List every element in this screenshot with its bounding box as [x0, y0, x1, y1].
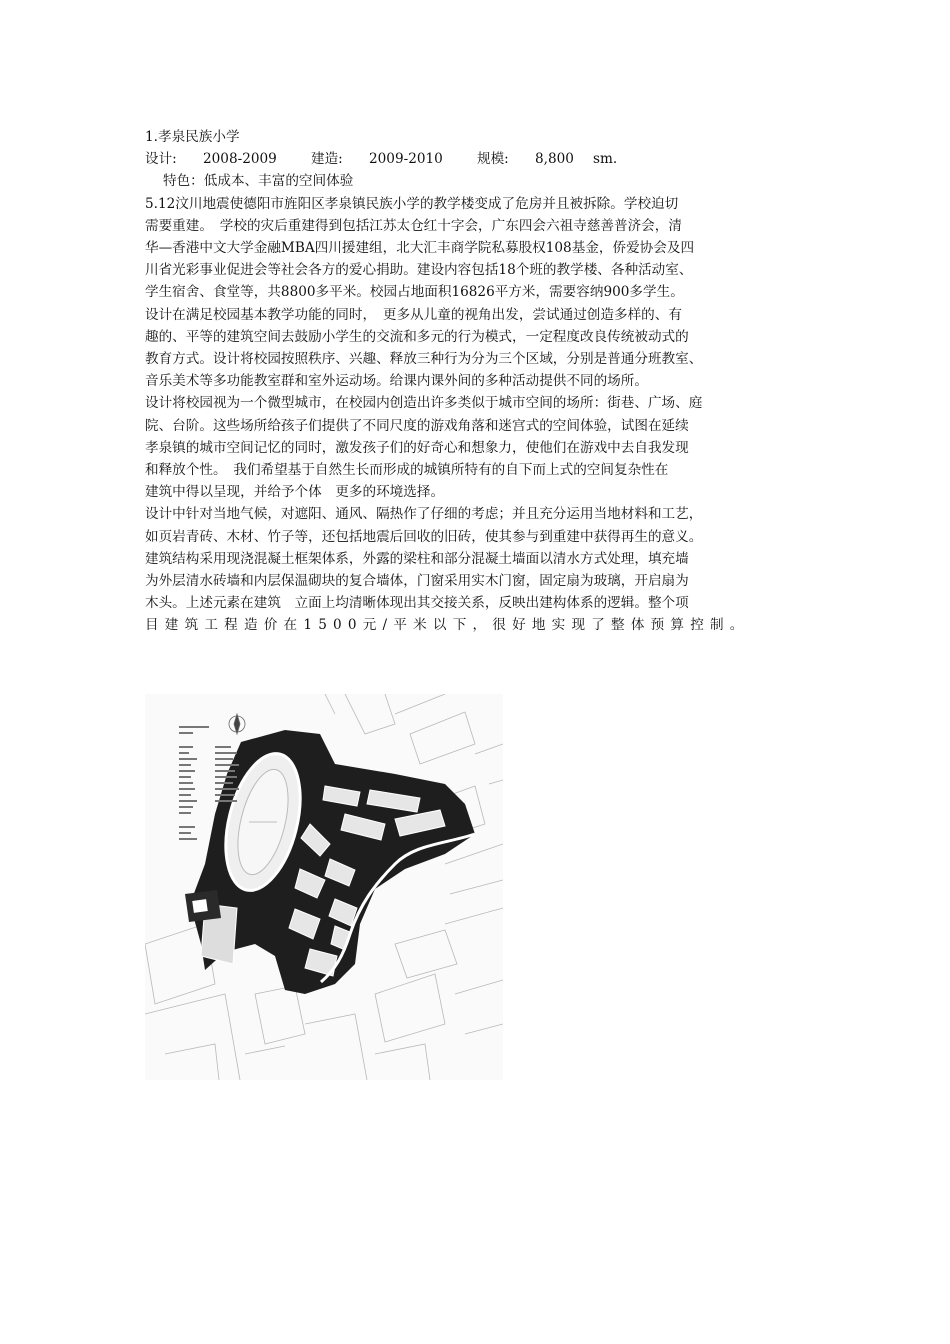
- paragraph-line: 木头。上述元素在建筑 立面上均清晰体现出其交接关系，反映出建构体系的逻辑。整个项: [145, 595, 689, 612]
- design-value: 2008-2009: [203, 151, 277, 168]
- paragraph-line: 学生宿舍、食堂等，共8800多平米。校园占地面积16826平方米，需要容纳900多学生。: [145, 284, 684, 301]
- site-plan-drawing: [145, 694, 503, 1080]
- north-arrow-icon: [229, 714, 245, 734]
- paragraph-line: 川省光彩事业促进会等社会各方的爱心捐助。建设内容包括18个班的教学楼、各种活动室、: [145, 262, 693, 279]
- paragraph-line: 和释放个性。 我们希望基于自然生长而形成的城镇所特有的自下而上式的空间复杂性在: [145, 462, 669, 479]
- paragraph-line: 为外层清水砖墙和内层保温砌块的复合墙体，门窗采用实木门窗，固定扇为玻璃，开启扇为: [145, 573, 689, 590]
- paragraph-line: 院、台阶。这些场所给孩子们提供了不同尺度的游戏角落和迷宫式的空间体验，试图在延续: [145, 417, 689, 434]
- build-value: 2009-2010: [369, 151, 443, 168]
- feature-line: 特色：低成本、丰富的空间体验: [163, 173, 354, 190]
- paragraph-line: 设计在满足校园基本教学功能的同时， 更多从儿童的视角出发，尝试通过创造多样的、有: [145, 306, 682, 323]
- paragraph-line: 建筑中得以呈现，并给予个体 更多的环境选择。: [145, 484, 445, 501]
- paragraph-4: [145, 503, 810, 636]
- paragraph-2: [145, 304, 810, 393]
- site-plan-image: [145, 694, 503, 1080]
- project-meta: [145, 148, 810, 170]
- paragraph-1: [145, 193, 810, 304]
- project-heading: 1.孝泉民族小学: [145, 129, 240, 145]
- paragraph-line: 教育方式。设计将校园按照秩序、兴趣、释放三种行为分为三个区域，分别是普通分班教室、: [145, 351, 703, 368]
- paragraph-line: 目建筑工程造价在1500元/平米以下，很好地实现了整体预算控制。: [145, 617, 750, 634]
- paragraph-line: 如页岩青砖、木材、竹子等，还包括地震后回收的旧砖，使其参与到重建中获得再生的意义。: [145, 528, 703, 545]
- paragraph-line: 建筑结构采用现浇混凝土框架体系，外露的梁柱和部分混凝土墙面以清水方式处理，填充墙: [145, 550, 689, 567]
- build-label: 建造:: [311, 151, 343, 168]
- scale-label: 规模:: [477, 151, 509, 168]
- paragraph-line: 设计将校园视为一个微型城市，在校园内创造出许多类似于城市空间的场所：街巷、广场、庭: [145, 395, 703, 412]
- scale-value: 8,800: [535, 151, 574, 168]
- paragraph-line: 趣的、平等的建筑空间去鼓励小学生的交流和多元的行为模式，一定程度改良传统被动式的: [145, 328, 689, 345]
- paragraph-3: [145, 392, 810, 503]
- document-body: [145, 126, 810, 637]
- design-label: 设计:: [145, 151, 177, 168]
- paragraph-line: 5.12汶川地震使德阳市旌阳区孝泉镇民族小学的教学楼变成了危房并且被拆除。学校迫切: [145, 195, 679, 212]
- paragraph-line: 音乐美术等多功能教室群和室外运动场。给课内课外间的多种活动提供不同的场所。: [145, 373, 648, 390]
- paragraph-line: 需要重建。 学校的灾后重建得到包括江苏太仓红十字会，广东四会六祖寺慈善普济会，清: [145, 217, 682, 234]
- paragraph-line: 设计中针对当地气候，对遮阳、通风、隔热作了仔细的考虑；并且充分运用当地材料和工艺，: [145, 506, 703, 523]
- paragraph-line: 孝泉镇的城市空间记忆的同时，激发孩子们的好奇心和想象力，使他们在游戏中去自我发现: [145, 439, 689, 456]
- scale-unit: sm.: [593, 151, 618, 168]
- paragraph-line: 华—香港中文大学金融MBA四川援建组，北大汇丰商学院私募股权108基金，侨爱协会及四: [145, 240, 695, 257]
